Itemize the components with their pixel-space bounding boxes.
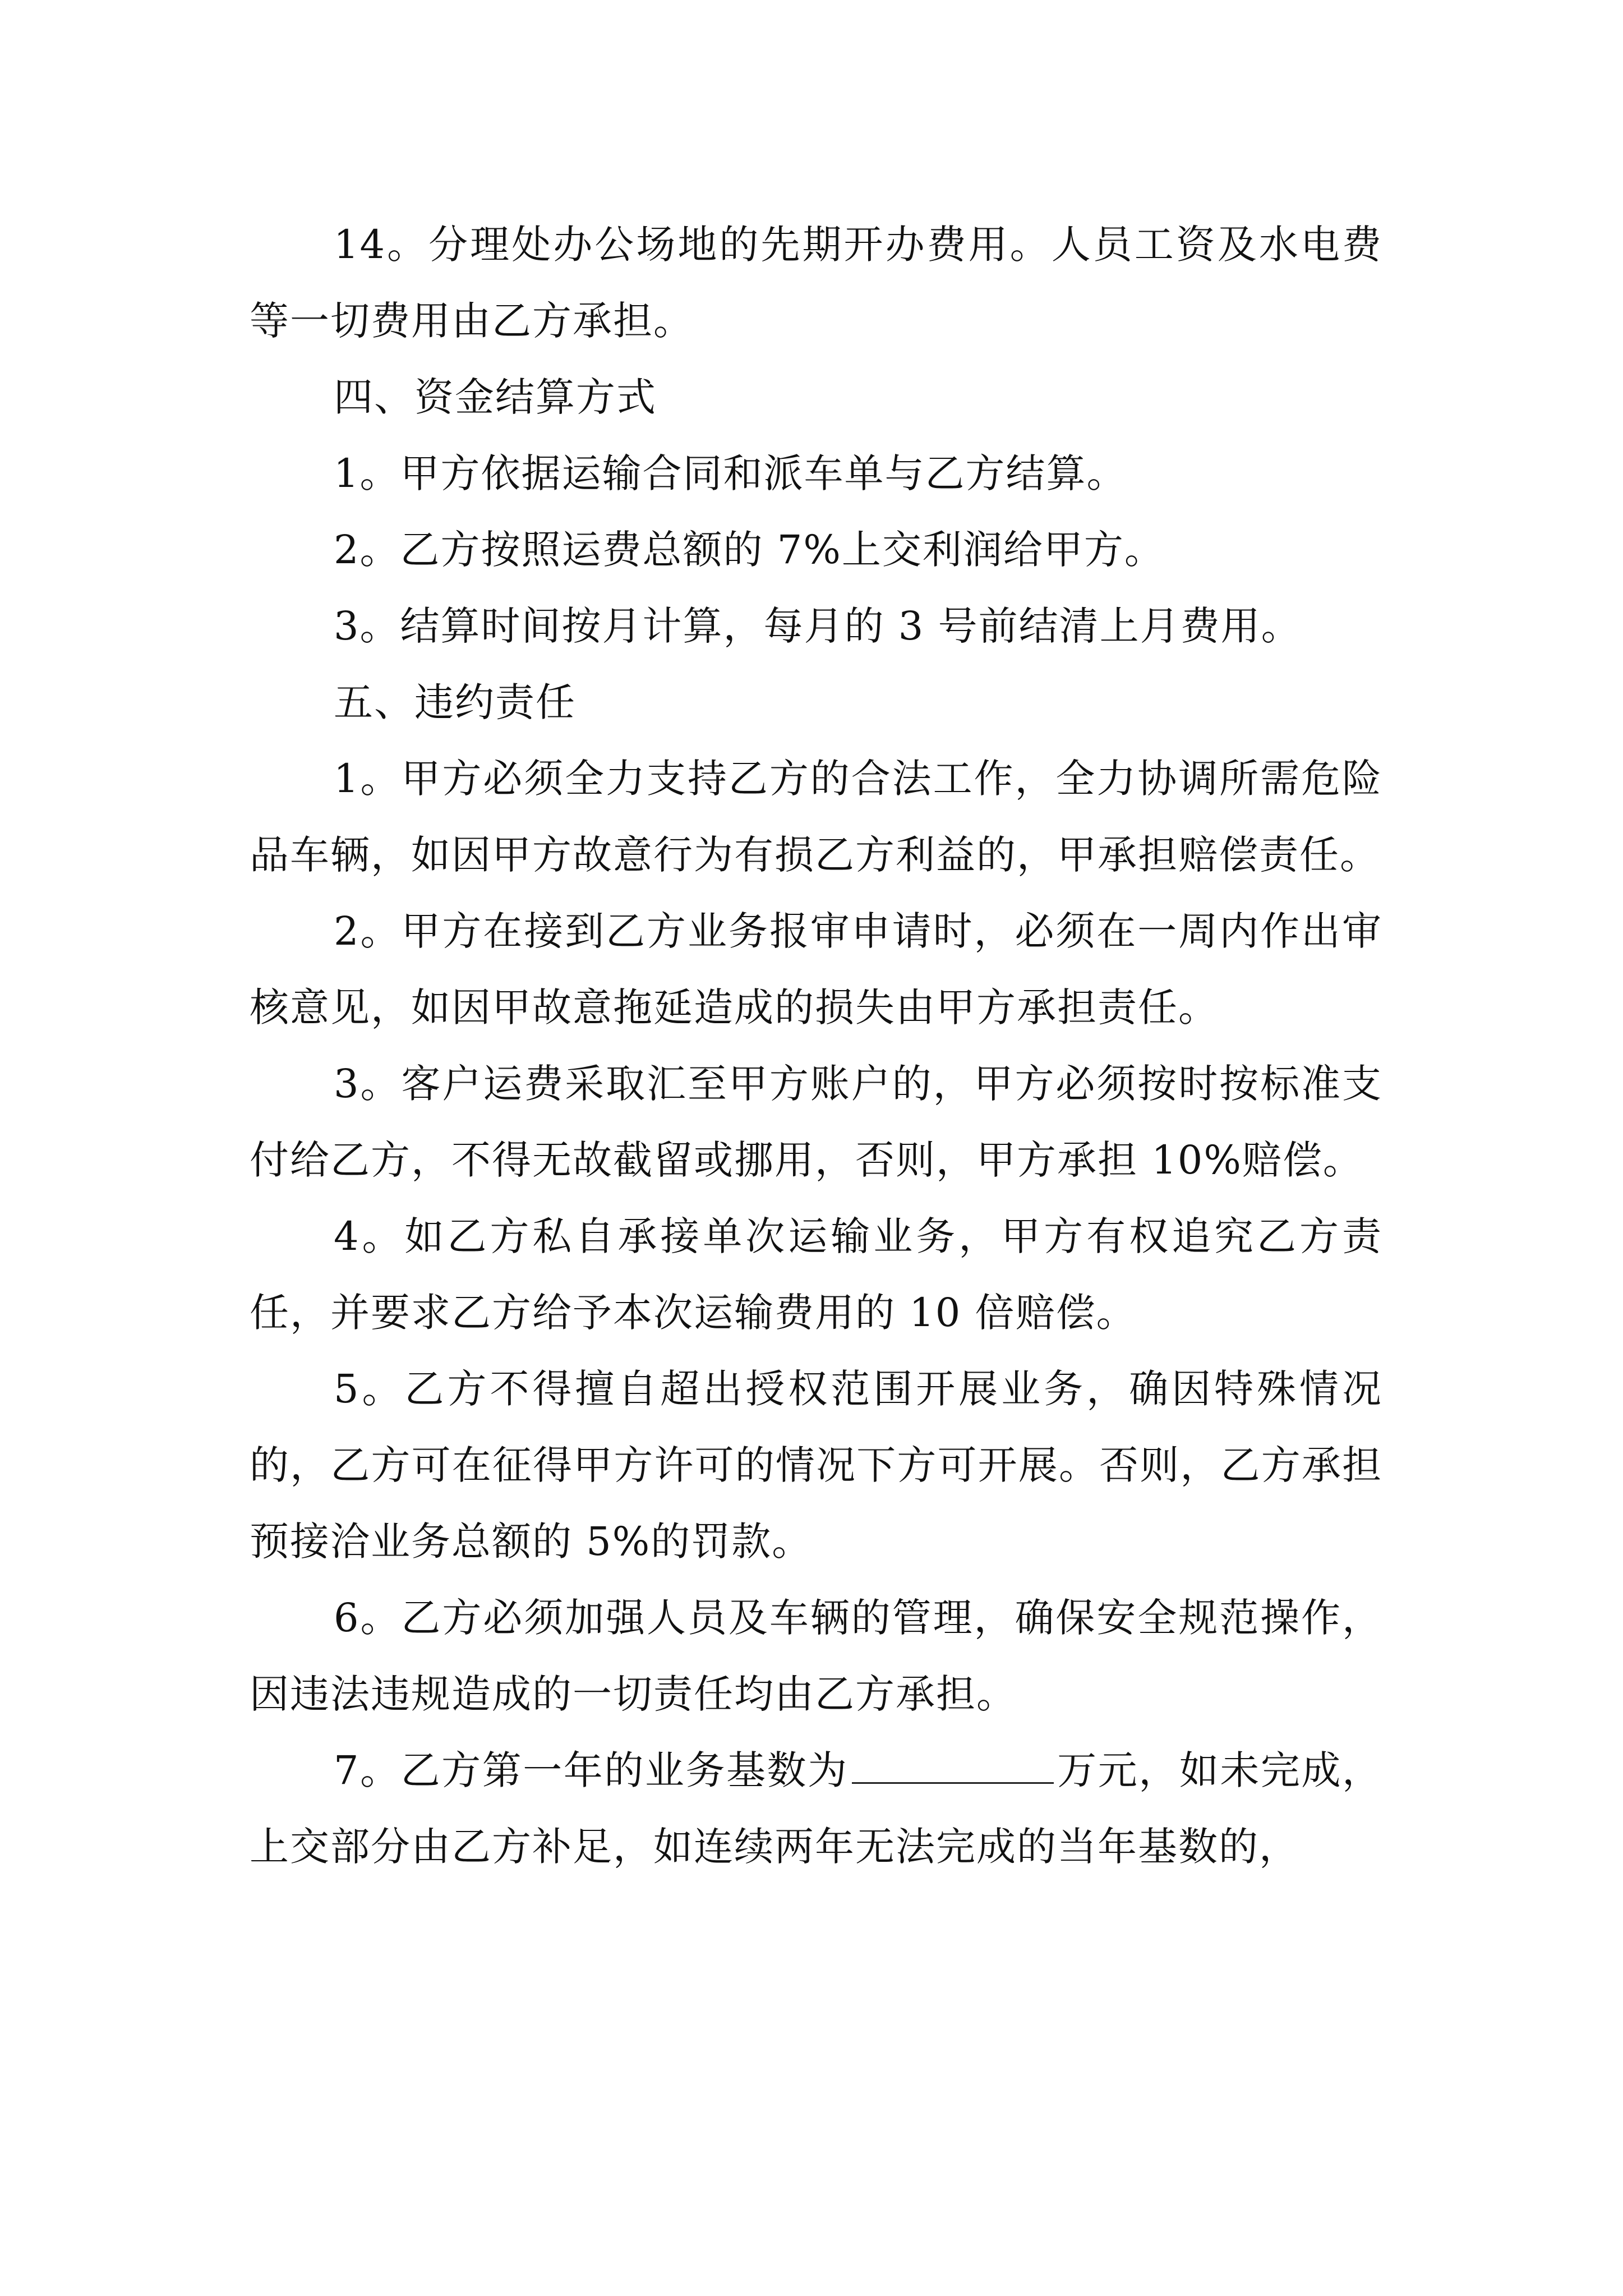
liability-clause-5: 5。乙方不得擅自超出授权范围开展业务，确因特殊情况的，乙方可在征得甲方许可的情况下方可开展。否则，乙方承担预接洽业务总额的 5%的罚款。 (250, 1366, 1382, 1565)
fill-in-blank-line (852, 1743, 1054, 1784)
clause-7-lead-text: 7。乙方第一年的业务基数为 (334, 1747, 849, 1793)
section-heading-liability: 五、违约责任 (334, 679, 576, 725)
liability-clause-7 (250, 1732, 1382, 1885)
liability-clause-2: 2。甲方在接到乙方业务报审申请时，必须在一周内作出审核意见，如因甲故意拖延造成的损失由甲方承担责任。 (250, 908, 1382, 1030)
section-heading-settlement: 四、资金结算方式 (334, 374, 657, 420)
document-body (250, 206, 1382, 1885)
liability-clause-4: 4。如乙方私自承接单次运输业务，甲方有权追究乙方责任，并要求乙方给予本次运输费用的 10 倍赔偿。 (250, 1213, 1382, 1336)
liability-clause-3: 3。客户运费采取汇至甲方账户的，甲方必须按时按标准支付给乙方，不得无故截留或挪用，否则，甲方承担 10%赔偿。 (250, 1061, 1382, 1183)
settlement-clause-1: 1。甲方依据运输合同和派车单与乙方结算。 (334, 450, 1127, 496)
liability-clause-6: 6。乙方必须加强人员及车辆的管理，确保安全规范操作，因违法违规造成的一切责任均由乙方承担。 (250, 1595, 1382, 1717)
settlement-clause-2: 2。乙方按照运费总额的 7%上交利润给甲方。 (334, 527, 1165, 573)
liability-clause-1: 1。甲方必须全力支持乙方的合法工作，全力协调所需危险品车辆，如因甲方故意行为有损乙方利益的，甲承担赔偿责任。 (250, 756, 1382, 878)
clause-14: 14。分理处办公场地的先期开办费用。人员工资及水电费等一切费用由乙方承担。 (250, 222, 1382, 344)
settlement-clause-3: 3。结算时间按月计算，每月的 3 号前结清上月费用。 (334, 603, 1302, 649)
clause-7-trailing-text: 万元，如未完成，上交部分由乙方补足，如连续两年无法完成的当年基数的， (250, 1747, 1383, 1870)
